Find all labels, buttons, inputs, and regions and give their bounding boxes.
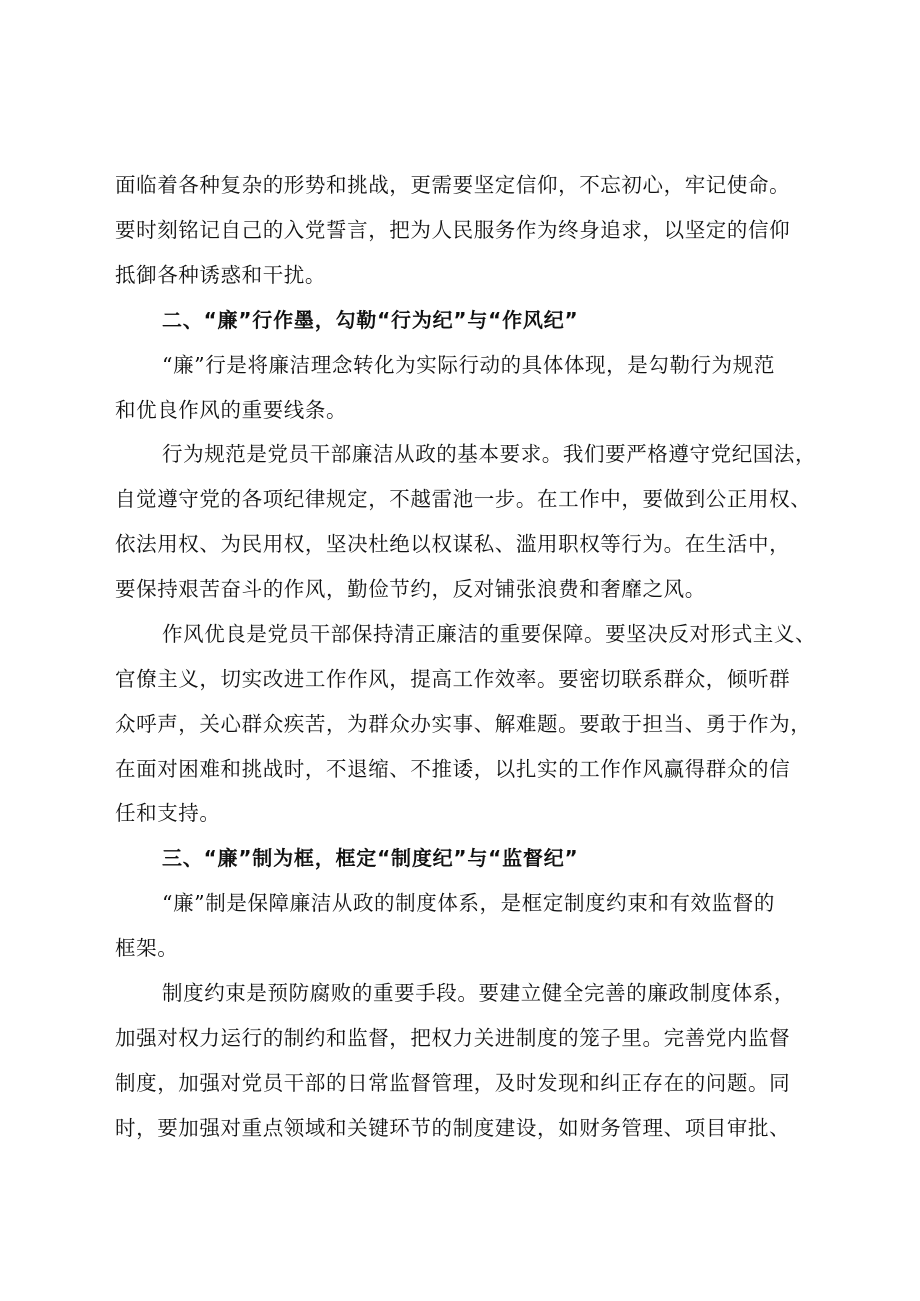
text-line: 抵御各种诱惑和干扰。: [115, 263, 326, 287]
text-line: “廉”制是保障廉洁从政的制度体系，是框定制度约束和有效监督的: [162, 891, 775, 915]
text-line: 行为规范是党员干部廉洁从政的基本要求。我们要严格遵守党纪国法，: [162, 442, 817, 466]
text-line: 制度约束是预防腐败的重要手段。要建立健全完善的廉政制度体系，: [162, 981, 795, 1005]
text-line: 面临着各种复杂的形势和挑战，更需要坚定信仰，不忘初心，牢记使命。: [115, 173, 791, 197]
text-line: 作风优良是党员干部保持清正廉洁的重要保障。要坚决反对形式主义、: [162, 622, 817, 646]
text-line: 加强对权力运行的制约和监督，把权力关进制度的笼子里。完善党内监督: [115, 1026, 791, 1050]
text-line: 依法用权、为民用权，坚决杜绝以权谋私、滥用职权等行为。在生活中，: [115, 532, 791, 556]
text-line: 众呼声，关心群众疾苦，为群众办实事、解难题。要敢于担当、勇于作为，: [115, 712, 812, 736]
text-line: 框架。: [115, 936, 179, 960]
text-line: 在面对困难和挑战时，不退缩、不推诿，以扎实的工作作风赢得群众的信: [115, 757, 791, 781]
text-line: 要时刻铭记自己的入党誓言，把为人民服务作为终身追求，以坚定的信仰: [115, 218, 791, 242]
text-line: 制度，加强对党员干部的日常监督管理，及时发现和纠正存在的问题。同: [115, 1071, 791, 1095]
text-line: 自觉遵守党的各项纪律规定，不越雷池一步。在工作中，要做到公正用权、: [115, 487, 812, 511]
section-two-heading: 二、“廉”行作墨，勾勒“行为纪”与“作风纪”: [162, 308, 579, 332]
text-line: 和优良作风的重要线条。: [115, 398, 348, 422]
text-line: 官僚主义，切实改进工作作风，提高工作效率。要密切联系群众，倾听群: [115, 667, 791, 691]
text-line: “廉”行是将廉洁理念转化为实际行动的具体体现，是勾勒行为规范: [162, 353, 775, 377]
text-line: 任和支持。: [115, 801, 221, 825]
text-line: 要保持艰苦奋斗的作风，勤俭节约，反对铺张浪费和奢靡之风。: [115, 577, 706, 601]
text-line: 时，要加强对重点领域和关键环节的制度建设，如财务管理、项目审批、: [115, 1116, 791, 1140]
section-three-heading: 三、“廉”制为框，框定“制度纪”与“监督纪”: [162, 846, 579, 870]
